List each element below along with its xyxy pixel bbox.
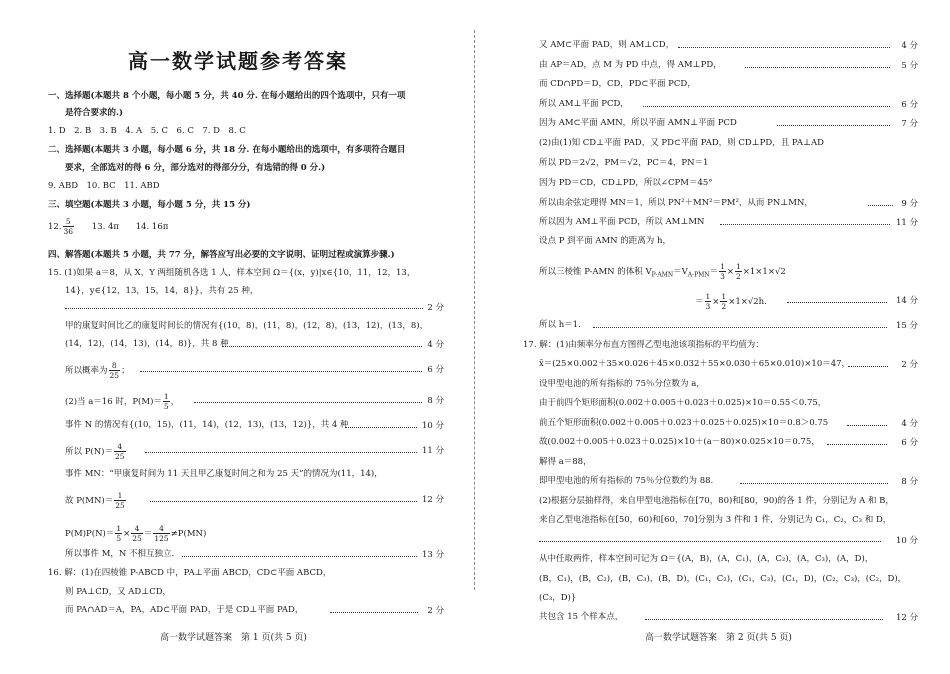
text-fragment: ＝V xyxy=(673,267,688,277)
q17-line: 前五个矩形面积(0.002＋0.005＋0.023＋0.025＋0.025)×10＝0.8＞0.75 xyxy=(539,418,829,428)
q15-line xyxy=(65,491,127,510)
text-fragment: ， xyxy=(170,397,180,407)
numerator: 1 xyxy=(720,262,725,271)
score-mark: 2 分 xyxy=(901,360,918,370)
volume-formula-cont xyxy=(695,292,767,311)
fraction xyxy=(720,292,727,311)
dot-leader xyxy=(222,341,422,347)
score-mark: 11 分 xyxy=(895,218,918,228)
dot-leader xyxy=(182,551,417,557)
q17-line: 来自乙型电池指标在[50，60)和[60，70]分别为 3 件和 1 件，分别记为 C₁，C₂，C₃ 和 D， xyxy=(539,515,892,525)
numerator: 1 xyxy=(735,262,741,271)
dot-leader xyxy=(645,614,883,620)
score-mark: 4 分 xyxy=(901,41,918,51)
score-mark: 12 分 xyxy=(421,495,444,505)
fraction xyxy=(114,442,126,461)
dot-leader xyxy=(539,536,881,542)
score-mark: 10 分 xyxy=(421,421,444,431)
dot-leader xyxy=(777,120,890,126)
denominator: 125 xyxy=(154,534,169,543)
q17-line: 共包含 15 个样本点， xyxy=(539,612,624,622)
score-mark: 6 分 xyxy=(901,438,918,448)
q16-line: 因为 PD＝CD，CD⊥PD，所以∠CPM＝45° xyxy=(539,178,713,188)
denominator: 5 xyxy=(116,534,122,543)
section-3-heading: 三、填空题(本题共 3 小题，每小题 5 分，共 15 分) xyxy=(48,200,251,210)
dot-leader xyxy=(787,297,887,303)
score-mark: 6 分 xyxy=(901,100,918,110)
score-mark: 14 分 xyxy=(895,296,918,306)
text-fragment: ×1×1×√2 xyxy=(742,267,786,277)
answer-12-denominator: 36 xyxy=(63,227,74,236)
score-mark: 10 分 xyxy=(895,536,918,546)
q16-line: 则 PA⊥CD，又 AD⊥CD， xyxy=(65,587,172,597)
text-fragment: ×1×√2h. xyxy=(728,297,767,307)
q17-line: (B，C₁)，(B，C₂)，(B，C₃)，(B，D)，(C₁，C₂)，(C₁，C₃)，(C₁，D)，(C₂，C₃)，(C₂，D)， xyxy=(539,574,907,584)
dot-leader xyxy=(145,447,417,453)
numerator: 1 xyxy=(114,491,126,501)
q15-line: 14}，y∈{12，13，15，14，8}}，共有 25 种， xyxy=(65,286,259,296)
text-fragment: 所以 P(N)＝ xyxy=(65,447,113,457)
denominator: 25 xyxy=(109,371,120,380)
subscript: P-AMN xyxy=(651,271,674,279)
numerator: 1 xyxy=(705,292,711,301)
answer-12-label: 12. xyxy=(48,222,62,232)
q15-line xyxy=(65,392,179,411)
q17-line: (2)根据分层抽样得，来自甲型电池指标在[70，80)和[80，90)的各 1 件，分别记为 A 和 B， xyxy=(539,496,894,506)
q15-line: 所以事件 M，N 不相互独立. xyxy=(65,549,175,559)
q16-line: (2)由(1)知 CD⊥平面 PAD，又 PD⊂平面 PAD，则 CD⊥PD，且 PA⊥AD xyxy=(539,138,824,148)
subscript: A-PMN xyxy=(687,271,710,279)
dot-leader xyxy=(194,397,422,403)
section-1-heading-cont: 是符合要求的.) xyxy=(65,108,123,118)
text-fragment: ＝ xyxy=(709,267,719,277)
score-mark: 2 分 xyxy=(427,606,444,616)
score-mark: 5 分 xyxy=(901,61,918,71)
page-footer: 高一数学试题答案 第 2 页(共 5 页) xyxy=(645,633,792,643)
text-fragment: (2)当 a＝16 时，P(M)＝ xyxy=(65,397,162,407)
score-mark: 9 分 xyxy=(901,199,918,209)
dot-leader xyxy=(678,42,890,48)
q17-line: 从中任取两件，样本空间可记为 Ω＝{(A，B)，(A，C₁)，(A，C₂)，(A，C₃)，(A，D)， xyxy=(539,554,874,564)
score-mark: 12 分 xyxy=(895,613,918,623)
dot-leader xyxy=(740,478,888,484)
q15-line: 事件 MN：“甲康复时间为 11 天且甲乙康复时间之和为 25 天”的情况为(11，14)， xyxy=(65,469,383,479)
fraction xyxy=(109,361,121,380)
text-fragment: 故 P(MN)＝ xyxy=(65,496,114,506)
q16-line: 所以 h＝1. xyxy=(539,320,581,330)
q16-line: 所以 AM⊥平面 PCD， xyxy=(539,99,629,109)
q17-line: 解得 a＝88， xyxy=(539,457,592,467)
page-title: 高一数学试题参考答案 xyxy=(128,49,348,73)
section-1-answers: 1. D 2. B 3. B 4. A 5. C 6. C 7. D 8. C xyxy=(48,126,246,136)
score-mark: 15 分 xyxy=(895,321,918,331)
q16-line: 由 AP＝AD，点 M 为 PD 中点，得 AM⊥PD， xyxy=(539,60,722,70)
text-fragment: × xyxy=(726,267,734,277)
text-fragment: ； xyxy=(121,366,130,376)
denominator: 2 xyxy=(721,302,727,311)
section-2-heading: 二、选择题(本题共 3 小题，每小题 6 分，共 18 分. 在每小题给出的选项中，有多项符合题目 xyxy=(48,145,406,155)
q17-line: 由于前四个矩形面积(0.002＋0.005＋0.023＋0.025)×10＝0.55＜0.75， xyxy=(539,398,827,408)
q16-line: 所以因为 AM⊥平面 PCD，所以 AM⊥MN xyxy=(539,217,705,227)
dot-leader xyxy=(643,101,890,107)
denominator: 5 xyxy=(163,402,169,411)
score-mark: 6 分 xyxy=(427,365,444,375)
q15-line: 15. (1)如果 a＝8，从 X，Y 两组随机各选 1 人，样本空间 Ω＝{(x，y)|x∈{10，11，12，13， xyxy=(48,268,416,278)
q16-line: 因为 AM⊂平面 AMN，所以平面 AMN⊥平面 PCD xyxy=(539,118,737,128)
text-fragment: 所以三棱锥 P-AMN 的体积 V xyxy=(539,267,652,277)
fraction xyxy=(735,262,742,281)
q15-line: 事件 N 的情况有{(10，15)，(11，14)，(12，13)，(13，12)}，共 4 种 xyxy=(65,420,349,430)
q16-line: 所以 PD＝2√2，PM＝√2，PC＝4，PN＝1 xyxy=(539,158,709,168)
answer-14: 14. 16π xyxy=(135,222,169,232)
numerator: 1 xyxy=(163,392,169,401)
q17-line: x̄＝(25×0.002＋35×0.026＋45×0.032＋55×0.030＋65×0.010)×10＝47， xyxy=(539,359,851,369)
q15-line: 甲的康复时间比乙的康复时间长的情况有{(10，8)，(11，8)，(12，8)，(13，12)，(13，8)， xyxy=(65,321,429,331)
q17-line: 即甲型电池的所有指标的 75％分位数约为 88. xyxy=(539,476,714,486)
denominator: 25 xyxy=(115,501,125,510)
text-fragment: × xyxy=(712,297,720,307)
fraction xyxy=(153,524,169,543)
answer-12-fraction xyxy=(63,217,75,236)
score-mark: 2 分 xyxy=(427,303,444,313)
denominator: 25 xyxy=(132,534,142,543)
fraction xyxy=(131,524,143,543)
section-1-heading: 一、选择题(本题共 8 个小题，每小题 5 分，共 40 分. 在每小题给出的四个选项中，只有一项 xyxy=(48,91,406,101)
q16-line: 又 AM⊂平面 PAD，则 AM⊥CD， xyxy=(539,40,675,50)
dot-leader xyxy=(65,303,423,309)
numerator: 1 xyxy=(721,292,727,301)
text-fragment: ＝ xyxy=(143,529,153,539)
score-mark: 13 分 xyxy=(421,550,444,560)
page-2 xyxy=(475,0,950,674)
score-mark: 4 分 xyxy=(427,340,444,350)
numerator: 4 xyxy=(153,524,169,534)
q16-line: 设点 P 到平面 AMN 的距离为 h， xyxy=(539,236,671,246)
page-footer: 高一数学试题答案 第 1 页(共 5 页) xyxy=(160,633,307,643)
dot-leader xyxy=(140,366,422,372)
text-fragment: P(M)P(N)＝ xyxy=(65,529,115,539)
score-mark: 4 分 xyxy=(901,419,918,429)
section-2-answers: 9. ABD 10. BC 11. ABD xyxy=(48,181,160,191)
q15-line xyxy=(65,524,206,543)
section-4-heading: 四、解答题(本题共 5 小题，共 77 分，解答应写出必要的文字说明、证明过程或演算步骤.) xyxy=(48,250,395,260)
q16-line: 16. 解：(1)在四棱锥 P-ABCD 中，PA⊥平面 ABCD，CD⊂平面 ABCD， xyxy=(48,568,332,578)
q16-line: 所以由余弦定理得 MN＝1，所以 PN²＋MN²＝PM²，从而 PN⊥MN， xyxy=(539,198,813,208)
denominator: 3 xyxy=(705,302,711,311)
fraction xyxy=(115,524,122,543)
dot-leader xyxy=(150,496,417,502)
answer-12-numerator: 5 xyxy=(63,217,75,227)
fraction xyxy=(163,392,170,411)
dot-leader xyxy=(593,322,887,328)
score-mark: 11 分 xyxy=(421,446,444,456)
fraction xyxy=(719,262,726,281)
numerator: 1 xyxy=(116,524,122,533)
score-mark: 7 分 xyxy=(901,119,918,129)
text-fragment: 所以概率为 xyxy=(65,366,108,376)
q15-line xyxy=(65,361,130,380)
volume-formula xyxy=(539,262,786,281)
q15-line xyxy=(65,442,127,461)
section-3-answers xyxy=(48,217,168,236)
q16-line: 而 CD∩PD＝D，CD，PD⊂平面 PCD， xyxy=(539,79,696,89)
q15-line: (14，12)，(14，13)，(14，8)}，共 8 种 xyxy=(65,339,229,349)
dot-leader xyxy=(720,219,890,225)
answer-13: 13. 4π xyxy=(91,222,119,232)
q17-line: 设甲型电池的所有指标的 75％分位数为 a， xyxy=(539,379,705,389)
text-fragment: ≠P(MN) xyxy=(170,529,207,539)
q17-line: 故(0.002＋0.005＋0.023＋0.025)×10＋(a－80)×0.025×10＝0.75， xyxy=(539,437,820,447)
q16-line: 而 PA∩AD＝A，PA，AD⊂平面 PAD，于是 CD⊥平面 PAD， xyxy=(65,605,304,615)
numerator: 4 xyxy=(131,524,143,534)
q17-line: 17. 解：(1)由频率分布直方图得乙型电池该项指标的平均值为： xyxy=(523,340,764,350)
dot-leader xyxy=(745,62,890,68)
fraction xyxy=(114,491,126,510)
text-fragment: ＝ xyxy=(695,297,704,307)
q17-line: (C₃，D)} xyxy=(539,593,577,603)
denominator: 25 xyxy=(115,452,125,461)
denominator: 2 xyxy=(735,272,741,281)
fraction xyxy=(705,292,712,311)
text-fragment: × xyxy=(123,529,131,539)
score-mark: 8 分 xyxy=(427,396,444,406)
score-mark: 8 分 xyxy=(901,477,918,487)
numerator: 4 xyxy=(114,442,126,452)
section-2-heading-cont: 要求，全部选对的得 6 分，部分选对的得部分分，有选错的得 0 分.) xyxy=(65,163,326,173)
numerator: 8 xyxy=(109,361,121,371)
denominator: 3 xyxy=(720,272,725,281)
